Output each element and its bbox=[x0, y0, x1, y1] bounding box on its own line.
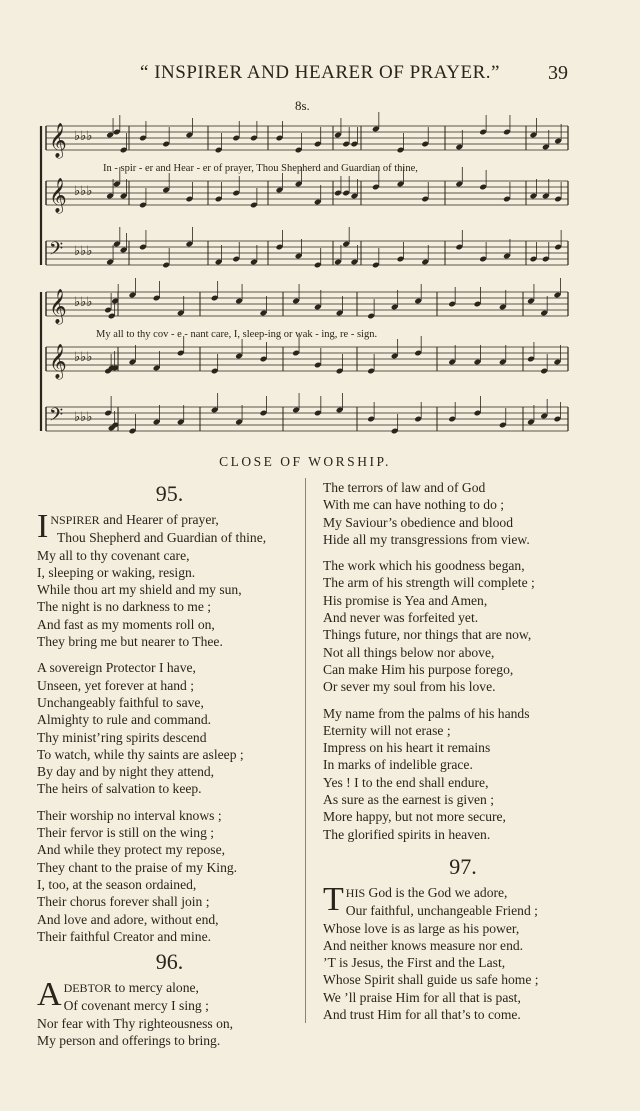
verse-line: Our faithful, unchangeable Friend ; bbox=[345, 903, 538, 919]
verse-line: Hide all my transgressions from view. bbox=[323, 531, 530, 547]
verse-line: Things future, nor things that are now, bbox=[323, 627, 532, 643]
verse-line: Almighty to rule and command. bbox=[37, 712, 212, 728]
verse-line: Or sever my soul from his love. bbox=[323, 679, 496, 695]
verse-line: To watch, while thy saints are asleep ; bbox=[37, 746, 244, 762]
drop-cap: T bbox=[323, 880, 344, 918]
verse-line: And love and adore, without end, bbox=[37, 911, 219, 927]
verse-line: My Saviour’s obedience and blood bbox=[323, 514, 514, 530]
verse-line: I, too, at the season ordained, bbox=[37, 876, 197, 892]
verse-line: A sovereign Protector I have, bbox=[37, 660, 196, 676]
stanza bbox=[323, 479, 603, 548]
verse-line: Their worship no interval knows ; bbox=[37, 807, 222, 823]
verse-line: The heirs of salvation to keep. bbox=[37, 781, 202, 797]
meter-label: 8s. bbox=[295, 98, 310, 113]
verse-line: With me can have nothing to do ; bbox=[323, 497, 505, 513]
stanza bbox=[37, 508, 302, 650]
verse-line: While thou art my shield and my sun, bbox=[37, 582, 242, 598]
verse-line: Can make Him his purpose forego, bbox=[323, 661, 514, 677]
first-word: DEBTOR bbox=[63, 981, 112, 996]
column-divider bbox=[305, 478, 306, 1023]
treble-clef: 𝄞 bbox=[49, 123, 67, 158]
verse-line: And while they protect my repose, bbox=[37, 842, 225, 858]
verse-line: My person and offerings to bring. bbox=[37, 1033, 221, 1049]
verse-line: The night is no darkness to me ; bbox=[37, 599, 212, 615]
verse-line: I, sleeping or waking, resign. bbox=[37, 564, 196, 580]
first-line-rest: God is the God we adore, bbox=[365, 884, 508, 900]
key-signature: ♭♭♭ bbox=[74, 129, 93, 144]
verse-line: Eternity will not erase ; bbox=[323, 722, 451, 738]
verse-line: Unseen, yet forever at hand ; bbox=[37, 677, 195, 693]
verse-line: The terrors of law and of God bbox=[323, 480, 486, 495]
verse-line: And fast as my moments roll on, bbox=[37, 616, 215, 632]
verse-line: Thou Shepherd and Guardian of thine, bbox=[57, 530, 267, 546]
key-signature: ♭♭♭ bbox=[74, 295, 93, 310]
verse-line: Unchangeably faithful to save, bbox=[37, 694, 204, 710]
verse-line: By day and by night they attend, bbox=[37, 764, 215, 780]
treble-clef: 𝄞 bbox=[49, 178, 67, 213]
stanza bbox=[323, 705, 603, 843]
verse-line: And trust Him for all that’s to come. bbox=[323, 1007, 521, 1023]
verse-line: We ’ll praise Him for all that is past, bbox=[323, 989, 521, 1005]
verse-line: The work which his goodness began, bbox=[323, 558, 525, 574]
right-column bbox=[323, 479, 603, 1032]
key-signature: ♭♭♭ bbox=[74, 184, 93, 199]
hymn-number: 97. bbox=[449, 853, 477, 879]
drop-cap: A bbox=[37, 976, 62, 1014]
lyrics-line-1: In - spir - er and Hear - er of prayer, Thou Shepherd and Guardian of thine, bbox=[103, 163, 418, 174]
bass-clef: 𝄢 bbox=[49, 239, 64, 264]
music-score bbox=[0, 0, 640, 440]
verse-line: As sure as the earnest is given ; bbox=[323, 792, 495, 808]
treble-clef: 𝄞 bbox=[49, 289, 67, 324]
verse-line: ’T is Jesus, the First and the Last, bbox=[323, 955, 506, 971]
verse-line: The glorified spirits in heaven. bbox=[323, 826, 491, 842]
stanza bbox=[323, 880, 603, 1023]
verse-line: And neither knows measure nor end. bbox=[323, 937, 524, 953]
verse-line: His promise is Yea and Amen, bbox=[323, 592, 488, 608]
key-signature: ♭♭♭ bbox=[74, 244, 93, 259]
verse-line: My name from the palms of his hands bbox=[323, 705, 530, 721]
verse-line: Their faithful Creator and mine. bbox=[37, 928, 212, 944]
left-column bbox=[37, 477, 302, 1058]
stanza bbox=[323, 557, 603, 695]
verse-line: Impress on his heart it remains bbox=[323, 740, 491, 756]
verse-line: Whose Spirit shall guide us safe home ; bbox=[323, 972, 539, 988]
key-signature: ♭♭♭ bbox=[74, 350, 93, 365]
drop-cap: I bbox=[37, 508, 49, 545]
hymn-number: 96. bbox=[155, 949, 184, 975]
hymn-number: 95. bbox=[155, 481, 184, 506]
first-word: NSPIRER bbox=[50, 513, 100, 527]
verse-line: Whose love is as large as his power, bbox=[323, 920, 520, 936]
verse-line: My all to thy covenant care, bbox=[37, 547, 190, 563]
verse-line: The arm of his strength will complete ; bbox=[323, 575, 535, 591]
lyrics-line-2: My all to thy cov - e - nant care, I, sleep-ing or wak - ing, re - sign. bbox=[96, 329, 378, 340]
running-title: “ INSPIRER AND HEARER OF PRAYER.” bbox=[140, 62, 500, 83]
treble-clef: 𝄞 bbox=[49, 344, 67, 379]
first-word: HIS bbox=[345, 885, 366, 900]
verse-line: They bring me but nearer to Thee. bbox=[37, 634, 223, 650]
page-number: 39 bbox=[548, 62, 568, 84]
stanza bbox=[37, 976, 302, 1049]
verse-line: They chant to the praise of my King. bbox=[37, 859, 238, 875]
verse-line: More happy, but not more secure, bbox=[323, 809, 506, 825]
key-signature: ♭♭♭ bbox=[74, 410, 93, 425]
verse-line: Thy minist’ring spirits descend bbox=[37, 729, 207, 745]
verse-line: Yes ! I to the end shall endure, bbox=[323, 774, 489, 790]
stanza bbox=[37, 807, 302, 945]
bass-clef: 𝄢 bbox=[49, 405, 64, 430]
verse-line: Of covenant mercy I sing ; bbox=[63, 998, 209, 1014]
first-line-rest: to mercy alone, bbox=[111, 980, 199, 996]
stanza bbox=[37, 659, 302, 797]
verse-line: Their chorus forever shall join ; bbox=[37, 894, 210, 910]
verse-line: In marks of indelible grace. bbox=[323, 757, 473, 773]
verse-line: Their fervor is still on the wing ; bbox=[37, 825, 215, 841]
verse-line: Not all things below nor above, bbox=[323, 644, 495, 660]
section-heading: CLOSE OF WORSHIP. bbox=[219, 454, 391, 469]
verse-line: Nor fear with Thy righteousness on, bbox=[37, 1015, 234, 1031]
verse-line: And never was forfeited yet. bbox=[323, 610, 479, 626]
first-line-rest: and Hearer of prayer, bbox=[99, 512, 219, 527]
